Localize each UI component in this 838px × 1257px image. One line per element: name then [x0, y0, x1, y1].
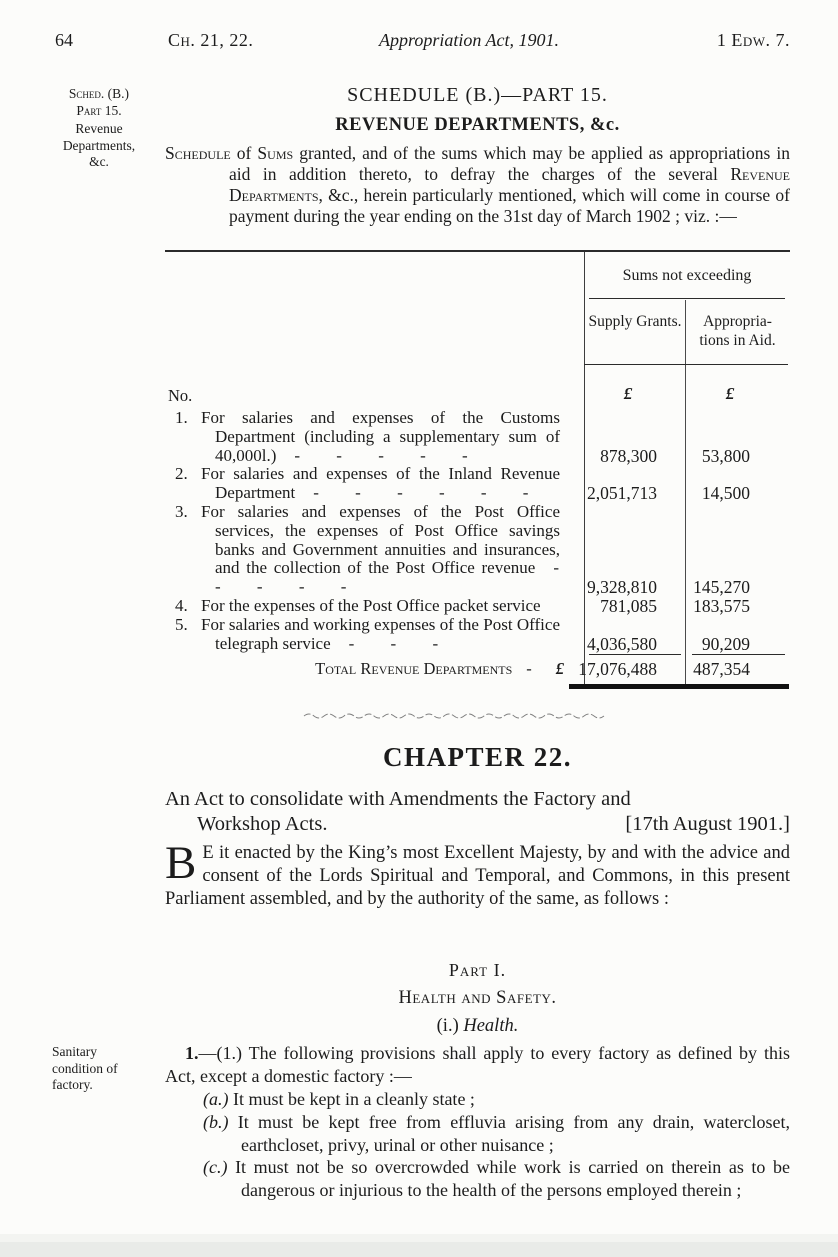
preamble-segment: Revenue Departments: [229, 164, 790, 205]
row-text: For salaries and expenses of the Customs Department (including a supplementary sum of 40,000l.): [201, 408, 560, 465]
running-title: Appropriation Act, 1901.: [379, 30, 559, 50]
table-rule: [589, 298, 785, 299]
supply-grant-value: 4,036,580: [587, 633, 657, 654]
row-description: [165, 616, 570, 654]
section-number: 1.: [185, 1043, 199, 1063]
appropriation-value: 183,575: [693, 595, 750, 616]
section-1-intro: [165, 1042, 790, 1088]
margin-note-schedule: [40, 86, 158, 119]
page-number: 64: [55, 30, 73, 50]
currency-symbol: £: [725, 384, 735, 403]
long-title-line1: An Act to consolidate with Amendments the Factory and: [165, 788, 631, 810]
col-header-appropriations: Appropria- tions in Aid.: [699, 313, 776, 349]
table-row: [165, 409, 790, 465]
clause-label: (a.): [203, 1089, 229, 1109]
chapter-heading: CHAPTER 22.: [382, 742, 572, 772]
appropriation-value: 90,209: [701, 633, 750, 654]
row-description: [165, 465, 570, 503]
total-label-cell: [165, 659, 570, 679]
margin-note-line: Part 15.: [76, 102, 122, 118]
subsection-heading: [165, 1016, 790, 1037]
section-intro-text: —(1.) The following provisions shall apply to every factory as defined by this Act, except a domestic factory :—: [165, 1043, 790, 1086]
margin-note-line: Sanitary: [52, 1044, 97, 1059]
margin-note-sanitary: [52, 1044, 162, 1094]
preamble-segment: Sums: [257, 143, 294, 163]
total-appropriation-value: 487,354: [693, 659, 750, 680]
preamble-segment: of: [230, 143, 258, 163]
clause-text: It must not be so overcrowded while work is carried on therein as to be dangerous or injurious to the health of the persons employed therein ;: [235, 1157, 790, 1201]
margin-note-line: factory.: [52, 1077, 93, 1092]
table-row: [165, 503, 790, 597]
long-title-line2: [165, 813, 790, 836]
total-dash: -: [526, 659, 532, 678]
clause-a: [165, 1088, 790, 1111]
row-text: For the expenses of the Post Office packet service: [201, 595, 541, 615]
table-span-header: Sums not exceeding: [622, 267, 752, 284]
table-row: [165, 465, 790, 503]
subsection-number: (i.): [436, 1016, 464, 1036]
regnal-year: 1 Edw. 7.: [716, 30, 790, 50]
currency-symbol: £: [623, 384, 633, 403]
supply-grant-value: 2,051,713: [587, 483, 657, 504]
long-title-continuation: Workshop Acts.: [197, 813, 328, 835]
supply-grant-value: 878,300: [600, 445, 657, 466]
clause-label: (c.): [203, 1157, 228, 1178]
scan-edge-band: [0, 1242, 838, 1257]
dash-leader: - - - - - -: [313, 483, 530, 503]
row-number: 3.: [175, 501, 188, 521]
royal-assent-date: [17th August 1901.]: [625, 813, 790, 835]
margin-note-line: condition of: [52, 1060, 118, 1076]
appropriation-value: 145,270: [693, 577, 750, 598]
row-number: 5.: [175, 614, 188, 634]
schedule-subheading: REVENUE DEPARTMENTS, &c.: [335, 115, 620, 135]
clause-b: [165, 1111, 790, 1157]
enacting-text: E it enacted by the King’s most Excellent Majesty, by and with the advice and consent of the Lords Spiritual and Temporal, and Commons, in this present Parliament assembled, and by the authority of the same, as follows :: [165, 843, 790, 910]
part-heading: Part I.: [448, 960, 507, 980]
table-rule: [584, 364, 788, 365]
row-description: [165, 597, 570, 616]
dropcap-initial: B: [165, 837, 197, 889]
row-text: For salaries and expenses of the Post Office services, the expenses of Post Office savings banks and Government annuities and insurances, and the collection of the Post Office revenue: [201, 501, 560, 578]
table-total-row: [165, 659, 790, 679]
part-subheading: Health and Safety.: [398, 988, 557, 1008]
enacting-clause: [165, 837, 790, 912]
table-no-label: No.: [168, 386, 193, 405]
scan-edge-shadow: [0, 1234, 838, 1242]
margin-note-line: Revenue: [75, 121, 123, 136]
table-rule: [692, 654, 785, 655]
revenue-table: [165, 250, 790, 690]
clause-text: It must be kept free from effluvia arising from any drain, watercloset, earthcloset, privy, urinal or other nuisance ;: [237, 1111, 790, 1155]
table-top-rule: [165, 250, 790, 252]
margin-note-line: Departments,: [62, 137, 136, 153]
dash-leader: - - - - -: [294, 445, 469, 465]
preamble-segment: , &c., herein particularly mentioned, which will come in course of payment during the year ending on the 31st day of March 1902 ; viz. :—: [229, 185, 790, 226]
row-text: For salaries and expenses of the Inland Revenue Department: [201, 464, 560, 503]
appropriation-value: 14,500: [701, 483, 750, 504]
wavy-divider: [303, 706, 615, 724]
row-text: For salaries and working expenses of the Post Office telegraph service: [201, 614, 560, 653]
total-label: Total Revenue Departments: [315, 659, 513, 678]
col-header-supply-grants: Supply Grants.: [588, 313, 682, 330]
row-number: 2.: [175, 464, 188, 484]
schedule-preamble: [165, 143, 790, 227]
supply-grant-value: 781,085: [600, 595, 657, 616]
dash-leader: - - - - -: [215, 558, 560, 597]
section-1-clauses: [165, 1088, 790, 1202]
margin-note-revenue: [40, 121, 158, 171]
appropriation-value: 53,800: [701, 445, 750, 466]
table-row: [165, 616, 790, 654]
schedule-heading: SCHEDULE (B.)—PART 15.: [347, 84, 608, 106]
dash-leader: - - -: [348, 633, 440, 653]
row-number: 1.: [175, 408, 188, 427]
table-bottom-rule: [569, 684, 789, 689]
currency-symbol: £: [555, 659, 564, 678]
row-description: [165, 409, 570, 465]
margin-note-line: Sched. (B.): [68, 86, 130, 101]
margin-note-line: &c.: [89, 154, 109, 169]
clause-text: It must be kept in a cleanly state ;: [233, 1089, 475, 1109]
table-rule: [589, 654, 681, 655]
preamble-segment: granted, and of the sums which may be applied as appropriations in aid in addition thereto, to defray the charges of the several: [229, 143, 791, 184]
row-description: [165, 503, 570, 597]
total-supply-value: 17,076,488: [578, 659, 657, 680]
table-body: [165, 409, 790, 653]
chapter-reference: Ch. 21, 22.: [168, 30, 254, 50]
table-row: [165, 597, 790, 616]
row-number: 4.: [175, 595, 188, 615]
preamble-segment: Schedule: [165, 143, 231, 163]
supply-grant-value: 9,328,810: [587, 577, 657, 598]
clause-label: (b.): [203, 1111, 229, 1132]
clause-c: [165, 1156, 790, 1202]
subsection-title: Health.: [463, 1016, 519, 1036]
section-1: [165, 1042, 790, 1088]
